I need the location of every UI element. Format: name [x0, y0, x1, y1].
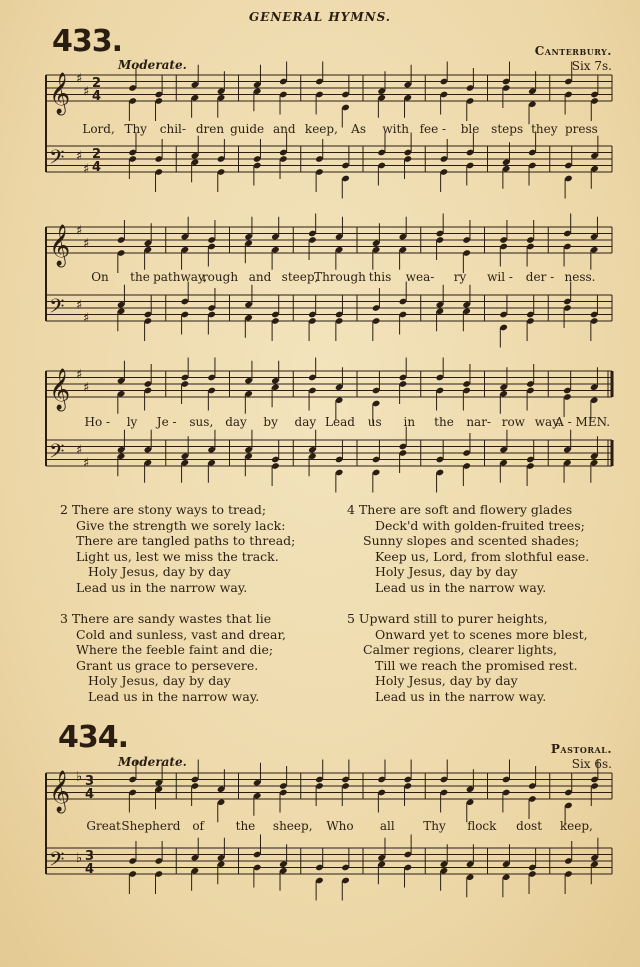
bass-clef-icon: 𝄢 [49, 145, 65, 174]
hymn-433-number: 433. [52, 24, 123, 59]
lyric-syllable: fee - [419, 122, 447, 136]
lyric-syllable: this [368, 270, 392, 284]
lyric-syllable: of [192, 819, 205, 833]
verse-2 [60, 502, 295, 595]
lyric-syllable: with [382, 122, 410, 136]
lyric-syllable: the [434, 415, 454, 429]
verse-line: Holy Jesus, day by day [88, 564, 231, 579]
lyric-syllable: row [501, 415, 525, 429]
lyric-syllable: Thy [124, 122, 147, 136]
time-signature-bottom: 4 [85, 862, 95, 877]
running-title: GENERAL HYMNS. [249, 10, 391, 24]
verse-line: 5 Upward still to purer heights, [347, 611, 548, 626]
sharp-icon: ♯ [83, 380, 90, 396]
lyric-syllable: keep, [304, 122, 338, 136]
lyric-syllable: Lord, [82, 122, 115, 136]
verse-line: Holy Jesus, day by day [375, 564, 518, 579]
time-signature-top: 3 [85, 849, 95, 864]
lyric-syllable: in [403, 415, 416, 429]
lyric-syllable: On [91, 270, 109, 284]
lyric-syllable: steep, [281, 270, 319, 284]
lyric-syllable: ly [126, 415, 138, 429]
sharp-icon: ♯ [76, 71, 83, 87]
lyric-syllable: press [565, 122, 598, 136]
verse-line: 2 There are stony ways to tread; [60, 502, 267, 517]
lyric-syllable: der - [525, 270, 555, 284]
hymn-434-tempo: Moderate. [118, 755, 187, 769]
hymn-433-tempo: Moderate. [118, 58, 187, 72]
lyric-syllable: all [379, 819, 395, 833]
lyric-syllable: Ho - [84, 415, 111, 429]
lyric-syllable: the [130, 270, 150, 284]
treble-clef-icon: 𝄞 [49, 73, 71, 114]
lyric-syllable: Je - [156, 415, 177, 429]
verse-line: Cold and sunless, vast and drear, [76, 626, 287, 642]
lyric-syllable: day [294, 415, 317, 429]
lyric-syllable: Thy [423, 819, 446, 833]
lyric-syllable: rough [201, 270, 239, 284]
time-signature-bottom: 4 [92, 160, 102, 175]
lyric-syllable: wil - [487, 270, 513, 284]
lyric-syllable: by [263, 415, 278, 429]
time-signature-bottom: 4 [92, 89, 102, 104]
lyric-syllable: pathway, [153, 270, 207, 284]
sharp-icon: ♯ [76, 442, 83, 458]
treble-clef-icon: 𝄞 [49, 771, 71, 812]
treble-clef-icon: 𝄞 [49, 369, 71, 410]
bass-clef-icon: 𝄢 [49, 294, 65, 323]
verse-line: Lead us in the narrow way. [76, 579, 248, 595]
lyric-syllable: flock [467, 819, 497, 833]
verse-line: Light us, lest we miss the track. [76, 548, 279, 564]
verse-line: Sunny slopes and scented shades; [363, 533, 580, 548]
lyric-syllable: guide [230, 122, 265, 136]
sharp-icon: ♯ [83, 455, 90, 471]
lyric-syllable: Shepherd [121, 819, 181, 833]
sharp-icon: ♯ [83, 310, 90, 326]
lyric-syllable: day [225, 415, 247, 429]
verse-line: Where the feeble faint and die; [76, 642, 274, 657]
lyric-syllable: Lead [325, 415, 355, 429]
time-signature-bottom: 4 [85, 787, 95, 802]
sharp-icon: ♯ [76, 148, 83, 164]
verse-5 [347, 611, 588, 704]
hymn-434-number: 434. [58, 720, 129, 755]
verse-line: Lead us in the narrow way. [375, 688, 547, 704]
hymn-433-meter: Six 7s. [571, 59, 612, 73]
verse-4 [347, 502, 589, 595]
flat-icon: ♭ [76, 769, 83, 785]
sharp-icon: ♯ [76, 297, 83, 313]
lyric-syllable: Who [326, 819, 354, 833]
time-signature-top: 2 [92, 147, 102, 162]
lyric-syllable: As [351, 122, 366, 136]
lyric-syllable: the [235, 819, 256, 833]
lyric-syllable: Great [86, 819, 121, 833]
lyric-syllable: wea- [405, 270, 435, 284]
lyric-syllable: us [367, 415, 382, 429]
lyric-syllable: and [272, 122, 296, 136]
sharp-icon: ♯ [76, 367, 83, 383]
time-signature-top: 3 [85, 774, 95, 789]
verse-line: Holy Jesus, day by day [375, 673, 518, 688]
verse-line: There are tangled paths to thread; [76, 533, 296, 548]
sharp-icon: ♯ [83, 84, 90, 100]
hymn-434-system-1 [0, 768, 640, 898]
hymn-434-meter: Six 6s. [571, 757, 612, 771]
verse-line: Give the strength we sorely lack: [76, 517, 286, 533]
lyric-syllable: they [531, 122, 558, 136]
verse-line: Deck'd with golden-fruited trees; [375, 517, 585, 533]
verse-3 [60, 611, 286, 704]
lyric-syllable: chil- [159, 122, 186, 136]
bass-clef-icon: 𝄢 [49, 847, 65, 876]
lyric-syllable: dren [195, 122, 225, 136]
verse-line: Till we reach the promised rest. [375, 657, 578, 673]
verse-line: Grant us grace to persevere. [76, 657, 259, 673]
time-signature-top: 2 [92, 76, 102, 91]
sharp-icon: ♯ [76, 223, 83, 239]
lyric-syllable: nar- [466, 415, 491, 429]
lyric-syllable: and [248, 270, 272, 284]
lyric-syllable: ness. [564, 270, 596, 284]
lyric-syllable: sus, [189, 415, 214, 429]
verse-line: Calmer regions, clearer lights, [363, 642, 558, 657]
lyric-syllable: way. [534, 415, 562, 429]
lyric-syllable: ry [453, 270, 467, 284]
bass-clef-icon: 𝄢 [49, 439, 65, 468]
flat-icon: ♭ [76, 850, 83, 866]
hymn-433-tune-name: Canterbury. [534, 44, 612, 58]
verse-line: 4 There are soft and flowery glades [347, 502, 573, 517]
lyric-syllable: Through [314, 270, 366, 284]
lyric-syllable: ble [460, 122, 480, 136]
verse-line: Lead us in the narrow way. [375, 579, 547, 595]
verse-line: 3 There are sandy wastes that lie [60, 611, 272, 626]
lyric-syllable: sheep, [272, 819, 313, 833]
lyric-syllable: dost [516, 819, 543, 833]
verse-line: Onward yet to scenes more blest, [375, 626, 588, 642]
lyric-syllable: A - MEN. [555, 415, 611, 429]
verse-line: Holy Jesus, day by day [88, 673, 231, 688]
lyric-syllable: steps [491, 122, 524, 136]
hymn-434-tune-name: Pastoral. [550, 742, 612, 756]
verse-line: Lead us in the narrow way. [88, 688, 260, 704]
sharp-icon: ♯ [83, 236, 90, 252]
treble-clef-icon: 𝄞 [49, 225, 71, 266]
lyric-syllable: keep, [559, 819, 593, 833]
sharp-icon: ♯ [83, 161, 90, 177]
verse-line: Keep us, Lord, from slothful ease. [375, 548, 590, 564]
